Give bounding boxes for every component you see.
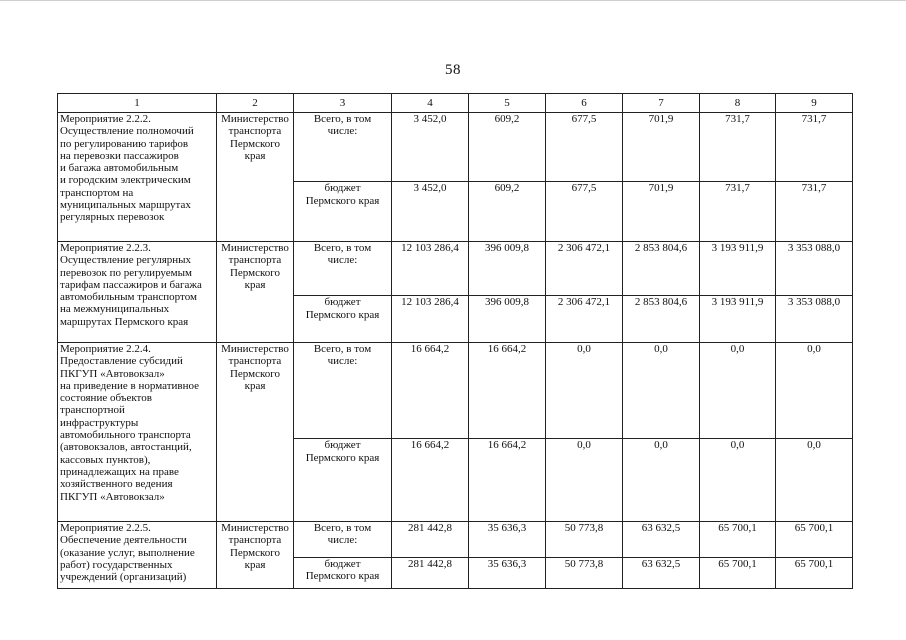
header-cell: 4 (392, 94, 469, 113)
amount-cell: 609,2 (469, 113, 546, 182)
table-row (58, 343, 853, 439)
amount-cell: 65 700,1 (776, 522, 853, 558)
amount-cell: 35 636,3 (469, 522, 546, 558)
amount-cell: 3 193 911,9 (700, 296, 776, 343)
amount-cell: 16 664,2 (469, 439, 546, 522)
amount-cell: 3 452,0 (392, 182, 469, 242)
amount-cell: 677,5 (546, 182, 623, 242)
executor-cell: Министерство транспорта Пермского края (217, 113, 294, 242)
table-row (58, 522, 853, 558)
amount-cell: 731,7 (700, 113, 776, 182)
amount-cell: 609,2 (469, 182, 546, 242)
funding-source-cell: Всего, в том числе: (294, 343, 392, 439)
amount-cell: 16 664,2 (392, 439, 469, 522)
page-number: 58 (445, 62, 461, 78)
amount-cell: 3 452,0 (392, 113, 469, 182)
amount-cell: 3 193 911,9 (700, 242, 776, 296)
amount-cell: 3 353 088,0 (776, 242, 853, 296)
funding-source-cell: бюджет Пермского края (294, 439, 392, 522)
amount-cell: 0,0 (623, 439, 700, 522)
header-cell: 1 (58, 94, 217, 113)
header-cell: 2 (217, 94, 294, 113)
amount-cell: 12 103 286,4 (392, 242, 469, 296)
amount-cell: 2 853 804,6 (623, 296, 700, 343)
activity-name-cell: Мероприятие 2.2.2. Осуществление полномочий по регулированию тарифов на перевозки пассажиров и багажа автомобильным и городским электрическим транспортом на муниципальных маршрутах регулярных перевозок (58, 113, 217, 242)
amount-cell: 281 442,8 (392, 558, 469, 589)
header-cell: 3 (294, 94, 392, 113)
amount-cell: 65 700,1 (700, 522, 776, 558)
table-body (58, 113, 853, 589)
amount-cell: 0,0 (700, 343, 776, 439)
header-cell: 5 (469, 94, 546, 113)
amount-cell: 2 306 472,1 (546, 296, 623, 343)
amount-cell: 63 632,5 (623, 522, 700, 558)
header-cell: 7 (623, 94, 700, 113)
executor-cell: Министерство транспорта Пермского края (217, 522, 294, 589)
executor-cell: Министерство транспорта Пермского края (217, 343, 294, 522)
amount-cell: 731,7 (776, 182, 853, 242)
amount-cell: 281 442,8 (392, 522, 469, 558)
table-row (58, 113, 853, 182)
funding-source-cell: бюджет Пермского края (294, 558, 392, 589)
funding-source-cell: бюджет Пермского края (294, 296, 392, 343)
amount-cell: 701,9 (623, 182, 700, 242)
amount-cell: 0,0 (776, 343, 853, 439)
amount-cell: 35 636,3 (469, 558, 546, 589)
amount-cell: 65 700,1 (700, 558, 776, 589)
activity-name-cell: Мероприятие 2.2.4. Предоставление субсидий ПКГУП «Автовокзал» на приведение в нормативное состояние объектов транспортной инфраструктуры автомобильного транспорта (автовокзалов, автостанций, кассовых пунктов), принадлежащих на праве хозяйственного ведения ПКГУП «Автовокзал» (58, 343, 217, 522)
header-cell: 9 (776, 94, 853, 113)
amount-cell: 50 773,8 (546, 522, 623, 558)
activity-name-cell: Мероприятие 2.2.3. Осуществление регулярных перевозок по регулируемым тарифам пассажиров и багажа автомобильным транспортом на межмуниципальных маршрутах Пермского края (58, 242, 217, 343)
amount-cell: 0,0 (546, 439, 623, 522)
amount-cell: 701,9 (623, 113, 700, 182)
amount-cell: 50 773,8 (546, 558, 623, 589)
amount-cell: 2 853 804,6 (623, 242, 700, 296)
amount-cell: 16 664,2 (392, 343, 469, 439)
amount-cell: 0,0 (776, 439, 853, 522)
amount-cell: 396 009,8 (469, 296, 546, 343)
funding-source-cell: бюджет Пермского края (294, 182, 392, 242)
amount-cell: 12 103 286,4 (392, 296, 469, 343)
scan-edge-line (0, 0, 906, 1)
amount-cell: 396 009,8 (469, 242, 546, 296)
header-cell: 8 (700, 94, 776, 113)
funding-source-cell: Всего, в том числе: (294, 522, 392, 558)
header-row (58, 94, 853, 113)
amount-cell: 0,0 (546, 343, 623, 439)
amount-cell: 63 632,5 (623, 558, 700, 589)
activity-name-cell: Мероприятие 2.2.5. Обеспечение деятельности (оказание услуг, выполнение работ) государственных учреждений (организаций) (58, 522, 217, 589)
amount-cell: 2 306 472,1 (546, 242, 623, 296)
funding-source-cell: Всего, в том числе: (294, 242, 392, 296)
executor-cell: Министерство транспорта Пермского края (217, 242, 294, 343)
amount-cell: 731,7 (776, 113, 853, 182)
program-table (57, 93, 853, 589)
amount-cell: 677,5 (546, 113, 623, 182)
header-cell: 6 (546, 94, 623, 113)
amount-cell: 0,0 (700, 439, 776, 522)
amount-cell: 0,0 (623, 343, 700, 439)
amount-cell: 3 353 088,0 (776, 296, 853, 343)
amount-cell: 16 664,2 (469, 343, 546, 439)
funding-source-cell: Всего, в том числе: (294, 113, 392, 182)
amount-cell: 731,7 (700, 182, 776, 242)
amount-cell: 65 700,1 (776, 558, 853, 589)
table-row (58, 242, 853, 296)
